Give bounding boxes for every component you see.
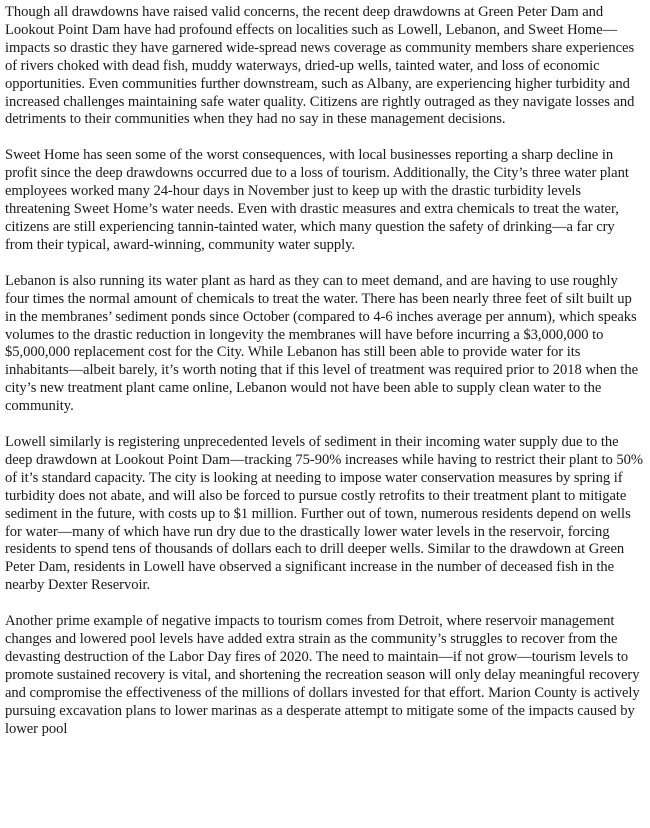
paragraph-lowell: Lowell similarly is registering unprecedented levels of sediment in their incoming water supply due to the deep drawdown at Lookout Point Dam—tracking 75-90% increases while having to restrict their plant to 50% of it’s standard capacity. The city is looking at needing to impose water conservation measures by spring if turbidity does not abate, and will also be forced to pursue costly retrofits to their treatment plant to mitigate sediment in the future, with costs up to $1 million. Further out of town, numerous residents depend on wells for water—many of which have run dry due to the drastically lower water levels in the reservoir, forcing residents to spend tens of thousands of dollars each to drill deeper wells. Similar to the drawdown at Green Peter Dam, residents in Lowell have observed a significant increase in the number of deceased fish in the nearby Dexter Reservoir.	[5, 434, 643, 594]
paragraph-green-peter-lookout: Though all drawdowns have raised valid concerns, the recent deep drawdowns at Green Peter Dam and Lookout Point Dam have had profound effects on localities such as Lowell, Lebanon, and Sweet Home—impacts so drastic they have garnered wide-spread news coverage as community members share experiences of rivers choked with dead fish, muddy waterways, dried-up wells, tainted water, and loss of economic opportunities. Even communities further downstream, such as Albany, are experiencing higher turbidity and increased challenges maintaining safe water quality. Citizens are rightly outraged as they navigate losses and detriments to their communities when they had no say in these management decisions.	[5, 4, 635, 128]
paragraph-lebanon: Lebanon is also running its water plant as hard as they can to meet demand, and are having to use roughly four times the normal amount of chemicals to treat the water. There has been nearly three feet of silt built up in the membranes’ sediment ponds since October (compared to 4-6 inches average per annum), which speaks volumes to the drastic reduction in longevity the membranes will have before incurring a $3,000,000 to $5,000,000 replacement cost for the City. While Lebanon has still been able to provide water for its inhabitants—albeit barely, it’s worth noting that if this level of treatment was required prior to 2018 when the city’s new treatment plant came online, Lebanon would not have been able to supply clean water to the community.	[5, 272, 638, 415]
paragraph-detroit: Another prime example of negative impacts to tourism comes from Detroit, where reservoir management changes and lowered pool levels have added extra strain as the community’s struggles to recover from the devasting destruction of the Labor Day fires of 2020. The need to maintain—if not grow—tourism levels to promote sustained recovery is vital, and shortening the recreation season will only delay meaningful recovery and compromise the effectiveness of the millions of dollars invested for that effort. Marion County is actively pursuing excavation plans to lower marinas as a desperate attempt to mitigate some of the impacts caused by lower pool	[5, 613, 640, 737]
paragraph-sweet-home: Sweet Home has seen some of the worst consequences, with local businesses reporting a sharp decline in profit since the deep drawdowns occurred due to a loss of tourism. Additionally, the City’s three water plant employees worked many 24-hour days in November just to keep up with the drastic turbidity levels threatening Sweet Home’s water needs. Even with drastic measures and extra chemicals to treat the water, citizens are still experiencing tannin-tainted water, which many question the safety of drinking—a far cry from their typical, award-winning, community water supply.	[5, 147, 629, 253]
